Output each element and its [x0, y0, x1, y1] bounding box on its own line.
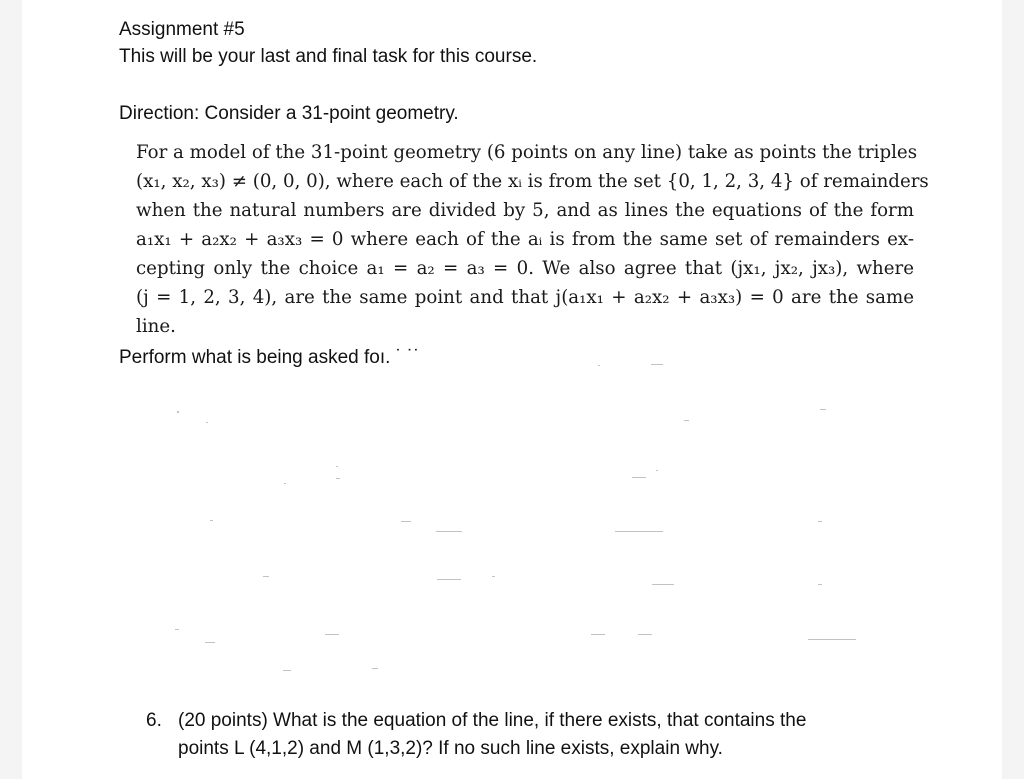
excerpt-line: a₁x₁ + a₂x₂ + a₃x₃ = 0 where each of the aᵢ is from the same set of remainders ex-	[136, 229, 914, 250]
question-6	[146, 707, 906, 763]
perform-instruction: Perform what is being asked foı. ˙ ˙˙	[119, 347, 420, 368]
direction-text: Direction: Consider a 31-point geometry.	[119, 103, 459, 124]
excerpt-line: For a model of the 31-point geometry (6 points on any line) take as points the triples	[136, 142, 918, 163]
assignment-subtitle: This will be your last and final task for this course.	[119, 46, 538, 67]
question-text-line2: points L (4,1,2) and M (1,3,2)? If no such line exists, explain why.	[178, 738, 723, 759]
excerpt-line: (x₁, x₂, x₃) ≠ (0, 0, 0), where each of the xᵢ is from the set {0, 1, 2, 3, 4} of remainders	[136, 171, 929, 192]
excerpt-line: cepting only the choice a₁ = a₂ = a₃ = 0. We also agree that (jx₁, jx₂, jx₃), where	[136, 258, 914, 279]
question-text-line1: (20 points) What is the equation of the line, if there exists, that contains the	[178, 710, 807, 731]
excerpt-line: when the natural numbers are divided by 5, and as lines the equations of the form	[136, 200, 914, 221]
excerpt-line: (j = 1, 2, 3, 4), are the same point and that j(a₁x₁ + a₂x₂ + a₃x₃) = 0 are the same	[136, 287, 914, 308]
excerpt-line: line.	[136, 316, 176, 337]
textbook-excerpt	[136, 138, 929, 341]
assignment-title: Assignment #5	[119, 19, 245, 40]
question-number: 6.	[146, 710, 162, 731]
